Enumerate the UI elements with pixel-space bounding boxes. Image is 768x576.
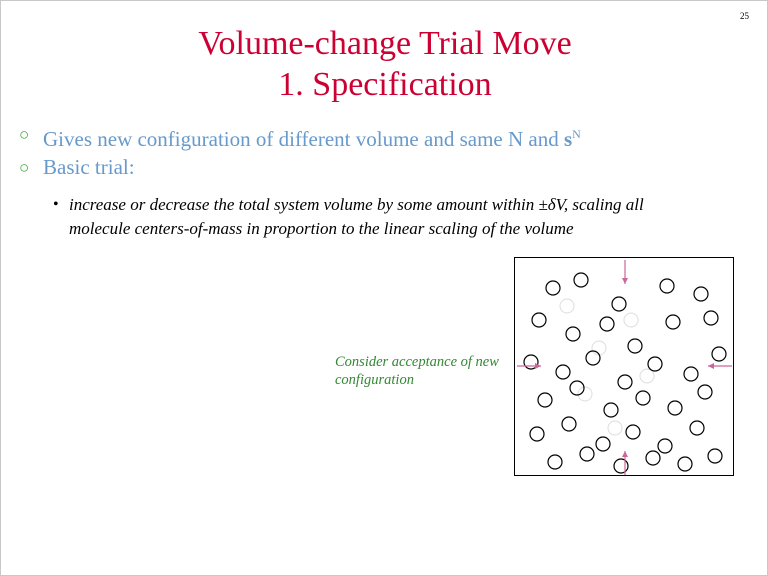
slide-number: 25 [740,11,749,21]
bullet-text-1-symbol: s [563,127,573,151]
bullet-text-2: Basic trial: [43,155,135,179]
bullet-marker-icon: ○ [19,158,30,177]
title-line-1: Volume-change Trial Move [198,25,572,62]
title-line-2: 1. Specification [278,66,492,103]
sub-bullet-item [53,193,693,241]
sub-bullet-text: increase or decrease the total system volume by some amount within ±δV, scaling all molecule centers-of-mass in proportion to the linear scaling of the volume [69,195,644,238]
bullet-marker-icon: ○ [19,125,30,144]
bullet-list [19,121,759,182]
volume-change-simulation-box [514,257,734,476]
bullet-text-1-superscript: N [572,127,581,141]
slide-title [1,23,768,105]
bullet-text-1-main: Gives new configuration of different volume and same N and [43,127,564,151]
simulation-box-graphic [515,258,733,475]
bullet-item-2 [19,154,759,181]
figure-caption: Consider acceptance of new configuration [335,354,499,388]
bullet-item-1 [19,121,759,153]
bullet-text-1 [43,121,581,153]
dot-marker-icon: • [53,196,59,213]
